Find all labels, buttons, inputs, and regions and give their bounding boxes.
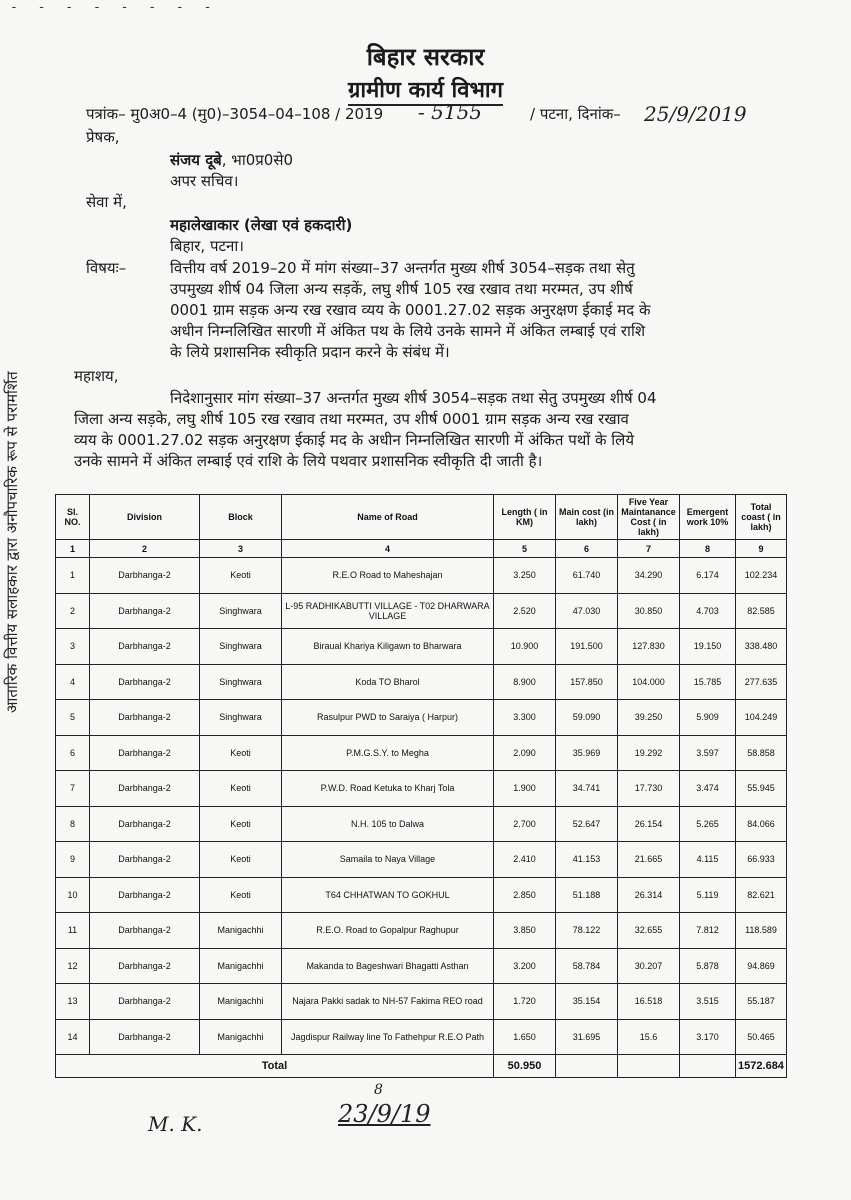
- cell-main-cost: 58.784: [556, 948, 618, 984]
- sender-label: प्रेषक,: [86, 128, 120, 146]
- cell-road-name: Samaila to Naya Village: [282, 842, 494, 878]
- table-row: [56, 771, 787, 807]
- cell-sl-no: 4: [56, 664, 90, 700]
- cell-length: 1.650: [494, 1019, 556, 1055]
- cell-maintenance-cost: 32.655: [618, 913, 680, 949]
- cell-road-name: Koda TO Bharol: [282, 664, 494, 700]
- table-row: [56, 877, 787, 913]
- table-row: [56, 1019, 787, 1055]
- cell-total-cost: 55.945: [736, 771, 787, 807]
- cell-length: 1.900: [494, 771, 556, 807]
- cell-main-cost: 78.122: [556, 913, 618, 949]
- cell-road-name: L-95 RADHIKABUTTI VILLAGE - T02 DHARWARA VILLAGE: [282, 593, 494, 629]
- cell-sl-no: 8: [56, 806, 90, 842]
- cell-total-cost: 58.858: [736, 735, 787, 771]
- cell-main-cost: 47.030: [556, 593, 618, 629]
- cell-division: Darbhanga-2: [90, 913, 200, 949]
- cell-road-name: N.H. 105 to Dalwa: [282, 806, 494, 842]
- cell-main-cost: 41.153: [556, 842, 618, 878]
- table-row: [56, 984, 787, 1020]
- cell-total-cost: 102.234: [736, 558, 787, 594]
- cell-emergent-work: 6.174: [680, 558, 736, 594]
- body-line: व्यय के 0001.27.02 सड़क अनुरक्षण ईकाई मद के अधीन निम्नलिखित सारणी में अंकित पथों के लिये: [74, 431, 635, 449]
- cell-block: Singhwara: [200, 700, 282, 736]
- column-number: 5: [494, 540, 556, 558]
- cell-emergent-work: 19.150: [680, 629, 736, 665]
- cell-emergent-work: 4.703: [680, 593, 736, 629]
- cell-division: Darbhanga-2: [90, 877, 200, 913]
- cell-sl-no: 7: [56, 771, 90, 807]
- cell-road-name: P.M.G.S.Y. to Megha: [282, 735, 494, 771]
- cell-road-name: Jagdispur Railway line To Fathehpur R.E.O Path: [282, 1019, 494, 1055]
- cell-maintenance-cost: 30.207: [618, 948, 680, 984]
- header-cell: Emergent work 10%: [680, 495, 736, 540]
- cell-total-cost: 82.621: [736, 877, 787, 913]
- cell-total-cost: 84.066: [736, 806, 787, 842]
- table-row: [56, 629, 787, 665]
- total-cost: 1572.684: [736, 1055, 787, 1078]
- cell-total-cost: 338.480: [736, 629, 787, 665]
- cell-block: Manigachhi: [200, 913, 282, 949]
- cell-division: Darbhanga-2: [90, 664, 200, 700]
- cell-main-cost: 35.154: [556, 984, 618, 1020]
- cell-main-cost: 52.647: [556, 806, 618, 842]
- cell-main-cost: 51.188: [556, 877, 618, 913]
- cell-sl-no: 10: [56, 877, 90, 913]
- cell-main-cost: 34.741: [556, 771, 618, 807]
- cell-main-cost: 35.969: [556, 735, 618, 771]
- cell-block: Keoti: [200, 877, 282, 913]
- cell-main-cost: 61.740: [556, 558, 618, 594]
- date-handwritten: 25/9/2019: [644, 102, 747, 126]
- cell-total-cost: 104.249: [736, 700, 787, 736]
- cell-division: Darbhanga-2: [90, 1019, 200, 1055]
- letter-number-handwritten: - 5155: [418, 100, 483, 124]
- cell-block: Singhwara: [200, 664, 282, 700]
- cell-maintenance-cost: 26.314: [618, 877, 680, 913]
- cell-sl-no: 12: [56, 948, 90, 984]
- subject-text: [170, 258, 780, 363]
- cell-division: Darbhanga-2: [90, 984, 200, 1020]
- cell-road-name: R.E.O Road to Maheshajan: [282, 558, 494, 594]
- cell-block: Manigachhi: [200, 948, 282, 984]
- cell-sl-no: 1: [56, 558, 90, 594]
- total-empty: [618, 1055, 680, 1078]
- sender-service: , भा0प्र0से0: [221, 151, 294, 169]
- cell-division: Darbhanga-2: [90, 771, 200, 807]
- table-row: [56, 664, 787, 700]
- total-empty: [556, 1055, 618, 1078]
- cell-emergent-work: 5.878: [680, 948, 736, 984]
- cell-length: 2.850: [494, 877, 556, 913]
- column-number: 1: [56, 540, 90, 558]
- cell-emergent-work: 5.909: [680, 700, 736, 736]
- cell-maintenance-cost: 17.730: [618, 771, 680, 807]
- cell-length: 10.900: [494, 629, 556, 665]
- cell-road-name: Najara Pakki sadak to NH-57 Fakima REO road: [282, 984, 494, 1020]
- cell-block: Keoti: [200, 842, 282, 878]
- salutation: महाशय,: [74, 367, 119, 385]
- sender-block: [170, 150, 293, 170]
- cell-block: Keoti: [200, 806, 282, 842]
- subject-label: विषयः–: [86, 259, 127, 277]
- body-text: [74, 388, 784, 472]
- column-number-row: [56, 540, 787, 558]
- column-number: 8: [680, 540, 736, 558]
- table-row: [56, 558, 787, 594]
- cell-sl-no: 13: [56, 984, 90, 1020]
- cell-total-cost: 82.585: [736, 593, 787, 629]
- cell-emergent-work: 3.515: [680, 984, 736, 1020]
- total-empty: [680, 1055, 736, 1078]
- cell-sl-no: 6: [56, 735, 90, 771]
- column-number: 6: [556, 540, 618, 558]
- cell-maintenance-cost: 34.290: [618, 558, 680, 594]
- cell-division: Darbhanga-2: [90, 700, 200, 736]
- cell-division: Darbhanga-2: [90, 593, 200, 629]
- place-date-label: / पटना, दिनांक–: [530, 105, 621, 123]
- cell-emergent-work: 15.785: [680, 664, 736, 700]
- cell-maintenance-cost: 19.292: [618, 735, 680, 771]
- body-line: उनके सामने में अंकित लम्बाई एवं राशि के लिये पथवार प्रशासनिक स्वीकृति दी जाती है।: [74, 452, 543, 470]
- cell-main-cost: 191.500: [556, 629, 618, 665]
- total-row: [56, 1055, 787, 1078]
- header-cell: Five Year Maintanance Cost ( in lakh): [618, 495, 680, 540]
- signature-mark: 8: [374, 1082, 383, 1098]
- sender-designation: अपर सचिव।: [170, 172, 239, 190]
- body-line: जिला अन्य सड़के, लघु शीर्ष 105 रख रखाव तथा मरम्मत, उप शीर्ष 0001 ग्राम सड़क अन्य रख रखाव: [74, 410, 629, 428]
- cell-total-cost: 277.635: [736, 664, 787, 700]
- cell-maintenance-cost: 30.850: [618, 593, 680, 629]
- cell-division: Darbhanga-2: [90, 948, 200, 984]
- cell-division: Darbhanga-2: [90, 629, 200, 665]
- cell-road-name: Biraual Khariya Kiligawn to Bharwara: [282, 629, 494, 665]
- cell-block: Singhwara: [200, 593, 282, 629]
- cell-length: 8.900: [494, 664, 556, 700]
- table-row: [56, 842, 787, 878]
- cell-sl-no: 14: [56, 1019, 90, 1055]
- column-number: 9: [736, 540, 787, 558]
- cell-road-name: Rasulpur PWD to Saraiya ( Harpur): [282, 700, 494, 736]
- cell-sl-no: 9: [56, 842, 90, 878]
- cell-emergent-work: 3.170: [680, 1019, 736, 1055]
- cell-emergent-work: 4.115: [680, 842, 736, 878]
- cell-block: Keoti: [200, 735, 282, 771]
- top-punch-marks: - - - - - - - -: [10, 0, 218, 15]
- table-row: [56, 700, 787, 736]
- total-length: 50.950: [494, 1055, 556, 1078]
- column-number: 3: [200, 540, 282, 558]
- cell-length: 2.520: [494, 593, 556, 629]
- cell-emergent-work: 5.265: [680, 806, 736, 842]
- cell-total-cost: 50.465: [736, 1019, 787, 1055]
- column-number: 2: [90, 540, 200, 558]
- cell-maintenance-cost: 15.6: [618, 1019, 680, 1055]
- sender-name: संजय दूबे: [170, 151, 222, 169]
- cell-maintenance-cost: 104.000: [618, 664, 680, 700]
- recipient-label: सेवा में,: [86, 193, 127, 211]
- cell-length: 2.410: [494, 842, 556, 878]
- cell-maintenance-cost: 21.665: [618, 842, 680, 878]
- cell-main-cost: 157.850: [556, 664, 618, 700]
- department-title-text: ग्रामीण कार्य विभाग: [348, 78, 503, 106]
- cell-main-cost: 31.695: [556, 1019, 618, 1055]
- cell-maintenance-cost: 127.830: [618, 629, 680, 665]
- table-row: [56, 593, 787, 629]
- column-number: 7: [618, 540, 680, 558]
- header-cell: Division: [90, 495, 200, 540]
- subject-line: अधीन निम्नलिखित सारणी में अंकित पथ के लिये उनके सामने में अंकित लम्बाई एवं राशि: [170, 322, 646, 340]
- cell-total-cost: 55.187: [736, 984, 787, 1020]
- cell-road-name: R.E.O. Road to Gopalpur Raghupur: [282, 913, 494, 949]
- cell-division: Darbhanga-2: [90, 735, 200, 771]
- cell-road-name: T64 CHHATWAN TO GOKHUL: [282, 877, 494, 913]
- column-number: 4: [282, 540, 494, 558]
- cell-sl-no: 2: [56, 593, 90, 629]
- subject-line: उपमुख्य शीर्ष 04 जिला अन्य सड़कें, लघु शीर्ष 105 रख रखाव तथा मरम्मत, उप शीर्ष: [170, 280, 633, 298]
- cell-emergent-work: 3.474: [680, 771, 736, 807]
- cell-division: Darbhanga-2: [90, 842, 200, 878]
- cell-emergent-work: 5.119: [680, 877, 736, 913]
- header-cell: Total coast ( in lakh): [736, 495, 787, 540]
- government-title: बिहार सरकार: [366, 43, 485, 71]
- cell-total-cost: 118.589: [736, 913, 787, 949]
- table-row: [56, 735, 787, 771]
- cell-emergent-work: 3.597: [680, 735, 736, 771]
- signature-date: 23/9/19: [338, 1100, 431, 1128]
- cell-block: Singhwara: [200, 629, 282, 665]
- header-cell: Main cost (in lakh): [556, 495, 618, 540]
- cell-length: 3.200: [494, 948, 556, 984]
- recipient-title: महालेखाकार (लेखा एवं हकदारी): [170, 216, 353, 234]
- cell-length: 3.850: [494, 913, 556, 949]
- road-schedule-table: [55, 494, 787, 1078]
- cell-total-cost: 66.933: [736, 842, 787, 878]
- signature-initials: M. K.: [148, 1112, 203, 1136]
- recipient-address: बिहार, पटना।: [170, 237, 244, 255]
- cell-sl-no: 3: [56, 629, 90, 665]
- cell-block: Keoti: [200, 771, 282, 807]
- table-row: [56, 913, 787, 949]
- cell-length: 1.720: [494, 984, 556, 1020]
- cell-sl-no: 5: [56, 700, 90, 736]
- cell-maintenance-cost: 39.250: [618, 700, 680, 736]
- table-row: [56, 806, 787, 842]
- header-cell: Length ( in KM): [494, 495, 556, 540]
- subject-line: 0001 ग्राम सड़क अन्य रख रखाव व्यय के 0001.27.02 सड़क अनुरक्षण ईकाई मद के: [170, 301, 651, 319]
- subject-line: के लिये प्रशासनिक स्वीकृति प्रदान करने के संबंध में।: [170, 343, 450, 361]
- cell-maintenance-cost: 26.154: [618, 806, 680, 842]
- table-row: [56, 948, 787, 984]
- cell-division: Darbhanga-2: [90, 558, 200, 594]
- header-cell: Block: [200, 495, 282, 540]
- cell-block: Keoti: [200, 558, 282, 594]
- cell-main-cost: 59.090: [556, 700, 618, 736]
- subject-line: वित्तीय वर्ष 2019–20 में मांग संख्या–37 अन्तर्गत मुख्य शीर्ष 3054–सड़क तथा सेतु: [170, 259, 635, 277]
- table-header-row: [56, 495, 787, 540]
- cell-length: 3.300: [494, 700, 556, 736]
- cell-length: 2.090: [494, 735, 556, 771]
- body-line: निदेशानुसार मांग संख्या–37 अन्तर्गत मुख्य शीर्ष 3054–सड़क तथा सेतु उपमुख्य शीर्ष 04: [170, 389, 657, 407]
- cell-total-cost: 94.869: [736, 948, 787, 984]
- total-label: Total: [56, 1055, 494, 1078]
- header-cell: Name of Road: [282, 495, 494, 540]
- cell-sl-no: 11: [56, 913, 90, 949]
- margin-endorsement: आतारिक वित्तीय सलाहकार द्वारा अनौपचारिक रूप से परामर्शित: [3, 371, 21, 713]
- cell-maintenance-cost: 16.518: [618, 984, 680, 1020]
- cell-length: 2.700: [494, 806, 556, 842]
- header-cell: Sl. NO.: [56, 495, 90, 540]
- cell-length: 3.250: [494, 558, 556, 594]
- letter-number: पत्रांक– मु0अ0–4 (मु0)–3054–04–108 / 2019: [86, 105, 384, 123]
- cell-emergent-work: 7.812: [680, 913, 736, 949]
- cell-road-name: P.W.D. Road Ketuka to Kharj Tola: [282, 771, 494, 807]
- cell-block: Manigachhi: [200, 1019, 282, 1055]
- cell-division: Darbhanga-2: [90, 806, 200, 842]
- cell-block: Manigachhi: [200, 984, 282, 1020]
- cell-road-name: Makanda to Bageshwari Bhagatti Asthan: [282, 948, 494, 984]
